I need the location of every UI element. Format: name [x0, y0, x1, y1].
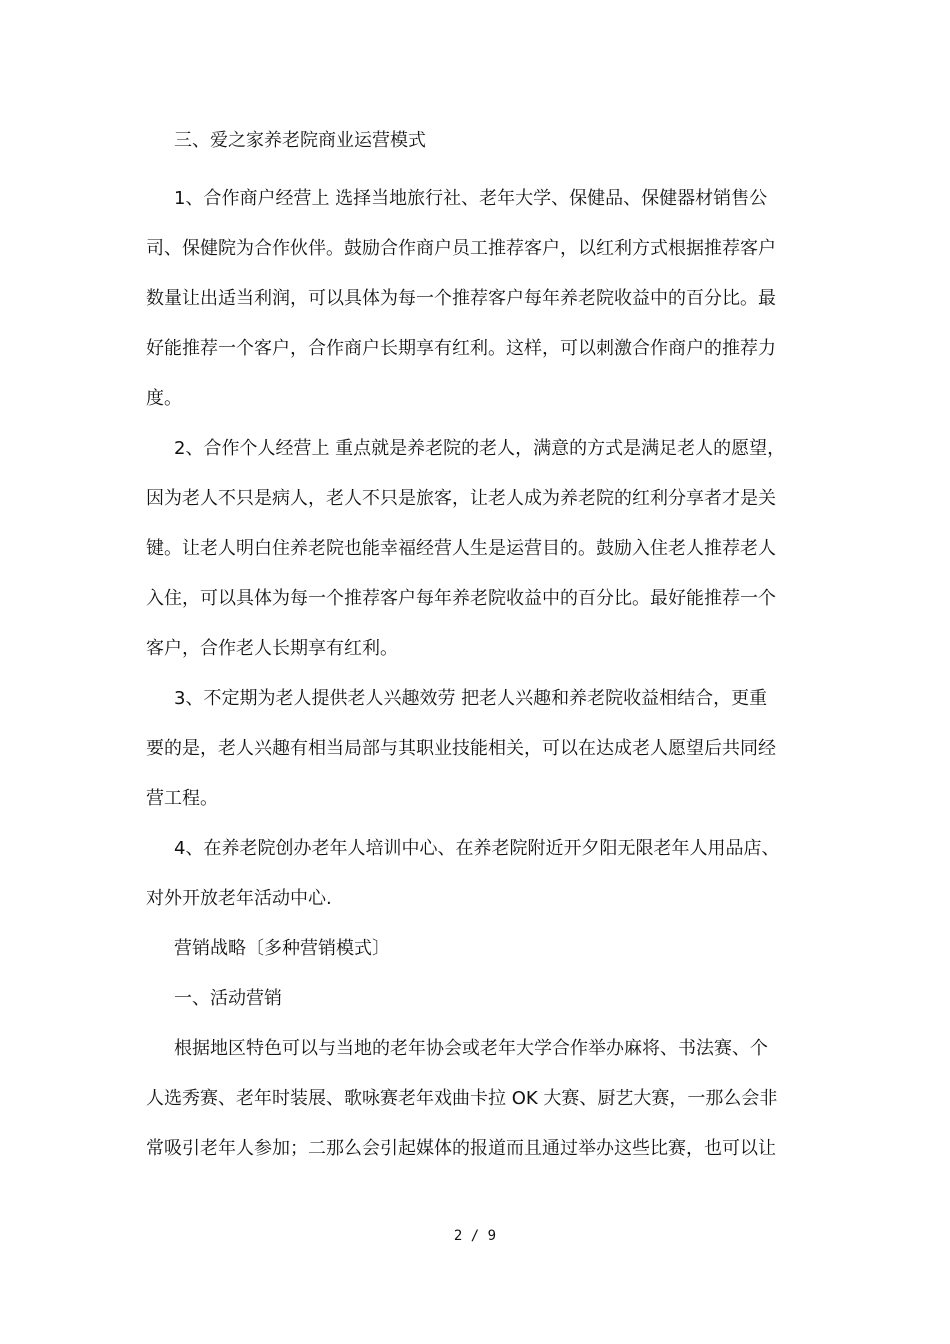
- text-line: 营销战略〔多种营销模式〕: [174, 938, 390, 959]
- text-line: 数量让出适当利润，可以具体为每一个推荐客户每年养老院收益中的百分比。最: [146, 288, 776, 309]
- section-heading: [146, 116, 808, 166]
- text-line: 根据地区特色可以与当地的老年协会或老年大学合作举办麻将、书法赛、个: [174, 1038, 768, 1059]
- text-line: 入住，可以具体为每一个推荐客户每年养老院收益中的百分比。最好能推荐一个: [146, 588, 776, 609]
- text-line: 人选秀赛、老年时装展、歌咏赛老年戏曲卡拉 OK 大赛、厨艺大赛，一那么会非: [146, 1088, 778, 1109]
- paragraph: [146, 674, 808, 824]
- paragraph: [146, 1024, 808, 1174]
- text-line: 1、合作商户经营上 选择当地旅行社、老年大学、保健品、保健器材销售公: [174, 188, 768, 209]
- page-number: 2 / 9: [453, 1228, 497, 1244]
- document-body: [146, 116, 808, 1174]
- text-line: 常吸引老年人参加；二那么会引起媒体的报道而且通过举办这些比赛，也可以让: [146, 1138, 776, 1159]
- text-line: 要的是，老人兴趣有相当局部与其职业技能相关，可以在达成老人愿望后共同经: [146, 738, 776, 759]
- text-line: 一、活动营销: [174, 988, 282, 1009]
- text-line: 3、不定期为老人提供老人兴趣效劳 把老人兴趣和养老院收益相结合，更重: [174, 688, 768, 709]
- text-line: 三、爱之家养老院商业运营模式: [174, 130, 426, 151]
- text-line: 营工程。: [146, 788, 218, 809]
- section-heading: [146, 924, 808, 974]
- text-line: 键。让老人明白住养老院也能幸福经营人生是运营目的。鼓励入住老人推荐老人: [146, 538, 776, 559]
- text-line: 好能推荐一个客户，合作商户长期享有红利。这样，可以刺激合作商户的推荐力: [146, 338, 776, 359]
- text-line: 司、保健院为合作伙伴。鼓励合作商户员工推荐客户，以红利方式根据推荐客户: [146, 238, 776, 259]
- text-line: 度。: [146, 388, 182, 409]
- paragraph: [146, 424, 808, 674]
- paragraph: [146, 174, 808, 424]
- paragraph: [146, 824, 808, 924]
- text-line: 因为老人不只是病人，老人不只是旅客，让老人成为养老院的红利分享者才是关: [146, 488, 776, 509]
- text-line: 对外开放老年活动中心.: [146, 888, 332, 909]
- text-line: 4、在养老院创办老年人培训中心、在养老院附近开夕阳无限老年人用品店、: [174, 838, 780, 859]
- section-heading: [146, 974, 808, 1024]
- text-line: 2、合作个人经营上 重点就是养老院的老人，满意的方式是满足老人的愿望，: [174, 438, 786, 459]
- text-line: 客户，合作老人长期享有红利。: [146, 638, 398, 659]
